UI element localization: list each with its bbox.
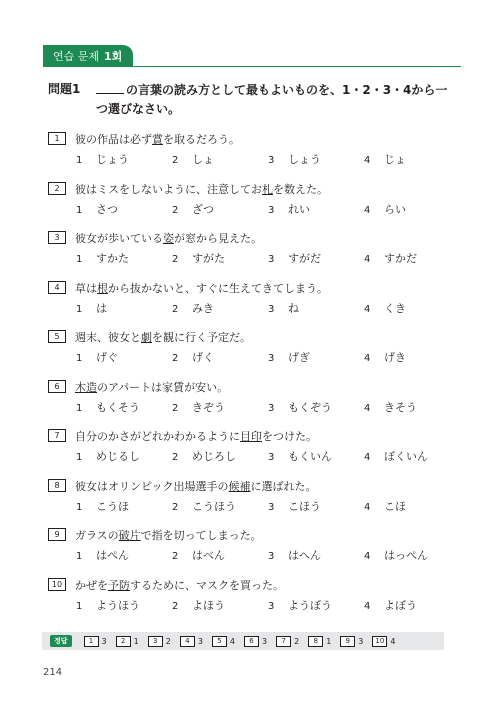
answer-option[interactable] <box>268 300 299 316</box>
option-number: 1 <box>76 204 83 216</box>
answer-key-bar <box>42 632 444 650</box>
option-reading: ようぼう <box>288 598 332 612</box>
option-reading: げき <box>384 351 406 364</box>
question-text-after: するために、マスクを買った。 <box>130 578 284 592</box>
question-item <box>48 280 460 320</box>
option-reading: きそう <box>384 400 417 414</box>
option-reading: はぺん <box>96 549 129 562</box>
answer-key-item <box>244 636 267 647</box>
answer-key-item <box>84 636 107 647</box>
option-number: 1 <box>76 155 83 166</box>
answer-option[interactable] <box>268 597 332 613</box>
answer-option[interactable] <box>172 349 214 365</box>
answer-option[interactable] <box>268 448 332 464</box>
option-reading: じょ <box>384 153 406 166</box>
question-text-after: に選ばれた。 <box>250 479 317 493</box>
underlined-word: 目印 <box>240 430 262 443</box>
option-number: 2 <box>172 551 179 562</box>
answer-option[interactable] <box>172 201 214 217</box>
answer-option[interactable] <box>172 151 214 167</box>
question-sentence <box>75 131 240 147</box>
answer-question-number: 8 <box>308 636 323 647</box>
option-number: 3 <box>268 600 275 612</box>
option-number: 4 <box>364 551 371 562</box>
option-number: 1 <box>76 600 83 612</box>
option-reading: こほう <box>288 499 321 513</box>
option-reading: すかた <box>96 252 129 265</box>
section-tab <box>43 45 133 67</box>
question-number: 7 <box>48 429 66 442</box>
underlined-word: 賞 <box>152 133 163 146</box>
question-text-after: を数えた。 <box>273 182 328 196</box>
mondai-label: 問題1 <box>48 82 81 96</box>
option-reading: もくいん <box>288 450 332 463</box>
answer-option[interactable] <box>364 547 428 563</box>
question-text-before: 彼はミスをしないように、注意してお <box>75 182 262 196</box>
option-number: 2 <box>172 501 179 513</box>
option-number: 2 <box>172 254 179 265</box>
answer-option[interactable] <box>76 349 118 365</box>
answer-value: 3 <box>358 636 364 646</box>
answer-option[interactable] <box>364 151 406 167</box>
underlined-word: 札 <box>262 182 273 196</box>
question-item <box>48 527 460 567</box>
answer-option[interactable] <box>364 448 428 464</box>
option-reading: しょう <box>288 153 321 166</box>
option-number: 4 <box>364 501 371 513</box>
question-text-after: で指を切ってしまった。 <box>140 529 262 542</box>
question-item <box>48 230 460 270</box>
option-reading: ね <box>288 301 299 315</box>
option-number: 2 <box>172 303 179 315</box>
question-sentence <box>75 280 328 296</box>
answer-key-item <box>308 636 331 647</box>
question-text-before: 彼女はオリンピック出場選手の <box>75 479 229 493</box>
answer-key-items <box>84 636 405 647</box>
option-number: 4 <box>364 303 371 315</box>
question-number: 4 <box>48 281 66 294</box>
question-number: 3 <box>48 231 66 244</box>
option-reading: めじるし <box>96 450 140 463</box>
option-reading: しょ <box>192 153 214 166</box>
answer-key-item <box>340 636 363 647</box>
option-number: 4 <box>364 353 371 364</box>
answer-option[interactable] <box>364 300 406 316</box>
option-reading: こほ <box>384 499 406 513</box>
question-text-after: を観に行く予定だ。 <box>152 331 251 344</box>
answer-value: 2 <box>165 636 171 646</box>
answer-question-number: 3 <box>148 636 163 647</box>
option-reading: はべん <box>192 549 225 562</box>
question-text-before: 草は <box>75 281 97 295</box>
option-reading: よぼう <box>384 598 417 612</box>
option-reading: らい <box>384 202 406 216</box>
option-reading: もくぞう <box>288 400 332 414</box>
question-number: 6 <box>48 380 66 393</box>
section-label: 연습 문제 <box>53 50 100 63</box>
answer-option[interactable] <box>76 448 140 464</box>
option-reading: くき <box>384 301 406 315</box>
answer-key-item <box>276 636 299 647</box>
question-number: 1 <box>48 132 66 145</box>
underlined-word: 劇 <box>141 331 152 344</box>
answer-question-number: 2 <box>116 636 131 647</box>
answer-option[interactable] <box>268 349 310 365</box>
option-number: 4 <box>364 204 371 216</box>
answer-value: 3 <box>262 636 268 646</box>
answer-question-number: 1 <box>84 636 99 647</box>
question-text-before: ガラスの <box>75 529 119 542</box>
answer-question-number: 7 <box>276 636 291 647</box>
answer-option[interactable] <box>268 547 321 563</box>
answer-option[interactable] <box>172 250 225 266</box>
question-sentence <box>75 329 251 345</box>
option-reading: れい <box>288 202 310 216</box>
option-reading: げぎ <box>288 351 310 364</box>
question-text-before: 自分のかさがどれかわかるように <box>75 430 240 443</box>
underlined-word: 予防 <box>108 578 130 592</box>
section-divider <box>43 66 461 67</box>
answer-key-item <box>116 636 139 647</box>
answer-option[interactable] <box>364 498 406 514</box>
option-reading: よほう <box>192 598 225 612</box>
option-number: 1 <box>76 303 83 315</box>
mondai-text-wrap <box>96 80 456 119</box>
answer-key-item <box>180 636 203 647</box>
option-number: 4 <box>364 452 371 463</box>
option-number: 1 <box>76 501 83 513</box>
option-number: 4 <box>364 254 371 265</box>
answer-question-number: 6 <box>244 636 259 647</box>
answer-value: 1 <box>133 636 139 646</box>
option-number: 2 <box>172 155 179 166</box>
option-reading: ぼくいん <box>384 450 428 463</box>
option-number: 2 <box>172 452 179 463</box>
answer-option[interactable] <box>268 201 310 217</box>
option-number: 3 <box>268 402 275 414</box>
option-reading: こうほ <box>96 499 129 513</box>
question-number: 9 <box>48 528 66 541</box>
question-sentence <box>75 478 317 494</box>
answer-key-item <box>148 636 171 647</box>
option-number: 4 <box>364 600 371 612</box>
question-number: 10 <box>48 578 66 591</box>
option-number: 2 <box>172 600 179 612</box>
answer-key-item <box>372 636 395 647</box>
question-item <box>48 131 460 171</box>
answer-question-number: 5 <box>212 636 227 647</box>
answer-option[interactable] <box>172 498 236 514</box>
underlined-word: 候補 <box>228 479 251 493</box>
option-reading: きぞう <box>192 400 225 414</box>
answer-value: 2 <box>294 636 300 646</box>
option-reading: は <box>96 301 107 315</box>
answer-option[interactable] <box>364 349 406 365</box>
option-reading: みき <box>192 301 214 315</box>
option-number: 3 <box>268 303 275 315</box>
question-number: 8 <box>48 479 66 492</box>
question-text-after: が窓から見えた。 <box>174 232 262 245</box>
question-sentence <box>75 379 228 395</box>
question-number: 5 <box>48 330 66 343</box>
underline-blank <box>96 80 124 94</box>
answer-key-label: 정답 <box>50 635 72 647</box>
answer-option[interactable] <box>268 151 321 167</box>
option-reading: げぐ <box>96 351 118 364</box>
answer-question-number: 10 <box>372 636 387 647</box>
question-sentence <box>75 230 262 246</box>
option-number: 2 <box>172 402 179 414</box>
option-reading: ざつ <box>192 202 214 216</box>
underlined-word: 姿 <box>163 232 174 245</box>
option-number: 4 <box>364 402 371 414</box>
answer-key-item <box>212 636 235 647</box>
answer-option[interactable] <box>76 547 129 563</box>
answer-option[interactable] <box>76 498 129 514</box>
answer-value: 3 <box>197 636 203 646</box>
option-number: 3 <box>268 155 275 166</box>
answer-option[interactable] <box>364 399 417 415</box>
answer-option[interactable] <box>172 547 225 563</box>
question-item <box>48 379 460 419</box>
option-number: 3 <box>268 452 275 463</box>
answer-option[interactable] <box>172 300 214 316</box>
question-sentence <box>75 527 262 543</box>
option-number: 3 <box>268 551 275 562</box>
question-sentence <box>75 428 317 444</box>
option-reading: はへん <box>288 549 321 562</box>
question-text-before: 彼の作品は必ず <box>75 133 152 146</box>
option-number: 3 <box>268 254 275 265</box>
option-number: 1 <box>76 402 83 414</box>
underlined-word: 破片 <box>118 529 141 542</box>
answer-option[interactable] <box>172 399 225 415</box>
section-number: 1회 <box>104 50 123 63</box>
question-item <box>48 181 460 221</box>
option-number: 2 <box>172 204 179 216</box>
answer-value: 3 <box>101 636 107 646</box>
option-reading: こうほう <box>192 499 236 513</box>
question-sentence <box>75 577 284 593</box>
question-text-before: 彼女が歩いている <box>75 232 163 245</box>
answer-option[interactable] <box>76 597 140 613</box>
underlined-word: 根 <box>97 281 108 295</box>
option-reading: じょう <box>96 153 129 166</box>
option-reading: はっぺん <box>384 549 428 562</box>
answer-option[interactable] <box>76 300 107 316</box>
answer-question-number: 4 <box>180 636 195 647</box>
page-number: 214 <box>43 667 63 678</box>
answer-option[interactable] <box>364 597 417 613</box>
answer-option[interactable] <box>76 250 129 266</box>
option-number: 3 <box>268 204 275 216</box>
option-number: 1 <box>76 452 83 463</box>
option-number: 1 <box>76 551 83 562</box>
option-number: 3 <box>268 353 275 364</box>
answer-option[interactable] <box>268 250 321 266</box>
question-text-before: 週末、彼女と <box>75 331 141 344</box>
question-text-after: をつけた。 <box>262 430 317 443</box>
question-item <box>48 428 460 468</box>
answer-option[interactable] <box>76 399 140 415</box>
question-number: 2 <box>48 182 66 195</box>
answer-value: 4 <box>229 636 235 646</box>
answer-option[interactable] <box>364 250 417 266</box>
question-text-after: を取るだろう。 <box>163 133 240 146</box>
answer-option[interactable] <box>364 201 406 217</box>
option-number: 3 <box>268 501 275 513</box>
option-reading: すかだ <box>384 252 417 265</box>
option-number: 1 <box>76 254 83 265</box>
question-text-after: のアパートは家賃が安い。 <box>97 380 229 394</box>
option-reading: すがた <box>192 252 225 265</box>
question-sentence <box>75 181 328 197</box>
option-number: 2 <box>172 353 179 364</box>
question-text-before: かぜを <box>75 578 108 592</box>
option-number: 1 <box>76 353 83 364</box>
answer-value: 4 <box>390 636 396 646</box>
option-reading: すがだ <box>288 252 321 265</box>
option-number: 4 <box>364 155 371 166</box>
answer-option[interactable] <box>268 498 321 514</box>
option-reading: ようほう <box>96 598 140 612</box>
answer-question-number: 9 <box>340 636 355 647</box>
answer-option[interactable] <box>268 399 332 415</box>
answer-option[interactable] <box>172 597 225 613</box>
option-reading: もくそう <box>96 400 140 414</box>
question-text-after: から抜かないと、すぐに生えてきてしまう。 <box>108 281 328 295</box>
underlined-word: 木造 <box>75 380 97 394</box>
option-reading: めじろし <box>192 450 236 463</box>
option-reading: さつ <box>96 202 118 216</box>
answer-option[interactable] <box>76 151 129 167</box>
question-item <box>48 329 460 369</box>
question-item <box>48 577 460 617</box>
option-reading: げく <box>192 351 214 364</box>
answer-option[interactable] <box>76 201 118 217</box>
question-item <box>48 478 460 518</box>
mondai-text: の言葉の読み方として最もよいものを、1・2・3・4から一つ選びなさい。 <box>96 83 448 116</box>
answer-value: 1 <box>326 636 332 646</box>
answer-option[interactable] <box>172 448 236 464</box>
